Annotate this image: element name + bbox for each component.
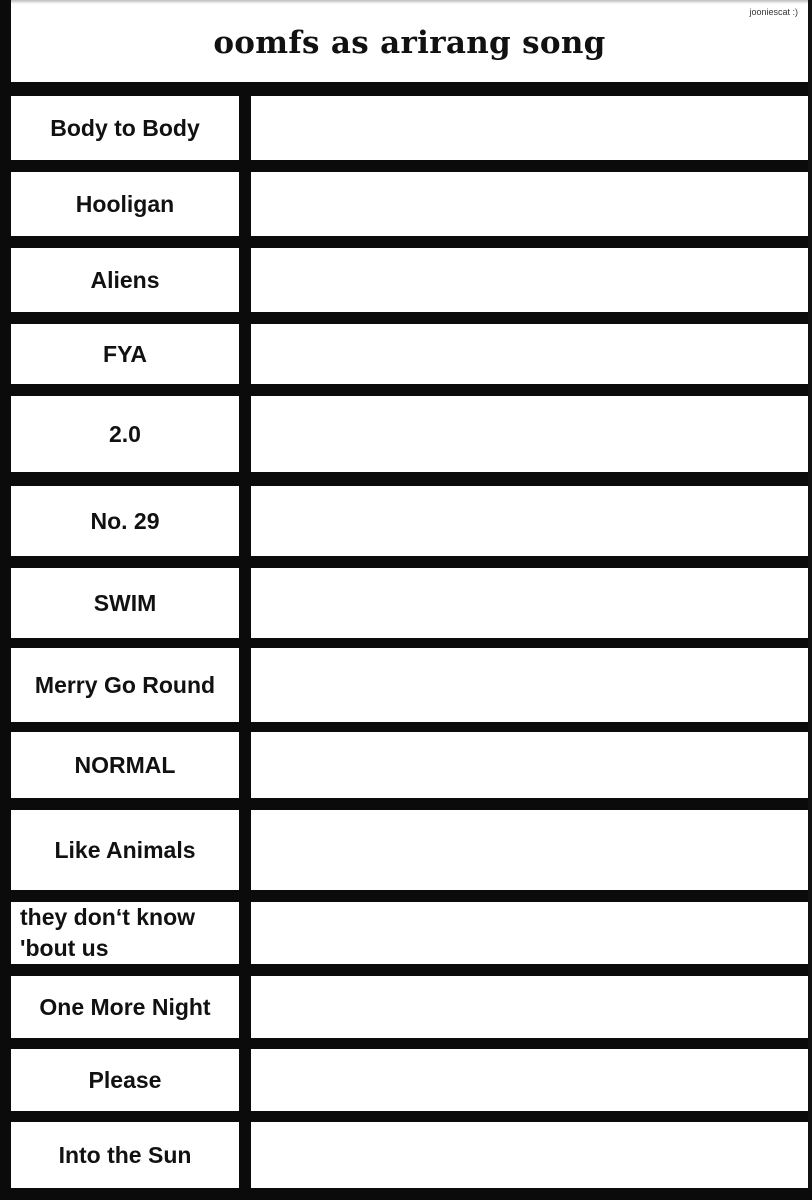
song-label: Like Animals <box>54 836 196 863</box>
song-label-cell <box>11 902 239 964</box>
song-label: Aliens <box>90 266 160 293</box>
song-label: Body to Body <box>50 114 200 141</box>
song-label-cell <box>11 732 239 798</box>
answer-cell[interactable] <box>251 172 808 236</box>
answer-cell[interactable] <box>251 902 808 964</box>
answer-cell[interactable] <box>251 1049 808 1111</box>
answer-cell[interactable] <box>251 248 808 312</box>
song-label: One More Night <box>39 993 211 1020</box>
song-label: Please <box>88 1066 162 1093</box>
song-label: Into the Sun <box>58 1141 192 1168</box>
song-label-cell <box>11 810 239 890</box>
song-label-cell <box>11 324 239 384</box>
song-label: FYA <box>103 340 147 367</box>
answer-cell[interactable] <box>251 1122 808 1188</box>
song-grid <box>11 82 808 1190</box>
song-label: 2.0 <box>109 420 141 447</box>
song-label-cell <box>11 976 239 1038</box>
answer-cell[interactable] <box>251 810 808 890</box>
answer-cell[interactable] <box>251 96 808 160</box>
answer-cell[interactable] <box>251 486 808 556</box>
song-label-cell <box>11 486 239 556</box>
song-label: Merry Go Round <box>34 671 216 698</box>
song-label-cell <box>11 172 239 236</box>
song-label: Hooligan <box>75 190 175 217</box>
song-label: NORMAL <box>74 751 176 778</box>
page-title: oomfs as arirang song <box>213 25 606 61</box>
song-label-cell <box>11 648 239 722</box>
song-label-cell <box>11 1122 239 1188</box>
frame-left-border <box>0 0 11 1200</box>
song-label-cell <box>11 568 239 638</box>
answer-cell[interactable] <box>251 568 808 638</box>
answer-cell[interactable] <box>251 324 808 384</box>
song-label-cell <box>11 96 239 160</box>
song-label-cell <box>11 1049 239 1111</box>
frame-right-border <box>808 0 812 1200</box>
song-label: they don‘t know 'bout us <box>20 904 196 961</box>
answer-cell[interactable] <box>251 396 808 472</box>
title-box <box>11 4 808 82</box>
song-label: SWIM <box>93 589 157 616</box>
song-label-cell <box>11 248 239 312</box>
watermark-credit: jooniescat :) <box>749 7 798 17</box>
answer-cell[interactable] <box>251 732 808 798</box>
song-label-cell <box>11 396 239 472</box>
frame-bottom-border <box>0 1190 812 1200</box>
song-label: No. 29 <box>90 507 160 534</box>
answer-cell[interactable] <box>251 976 808 1038</box>
answer-cell[interactable] <box>251 648 808 722</box>
